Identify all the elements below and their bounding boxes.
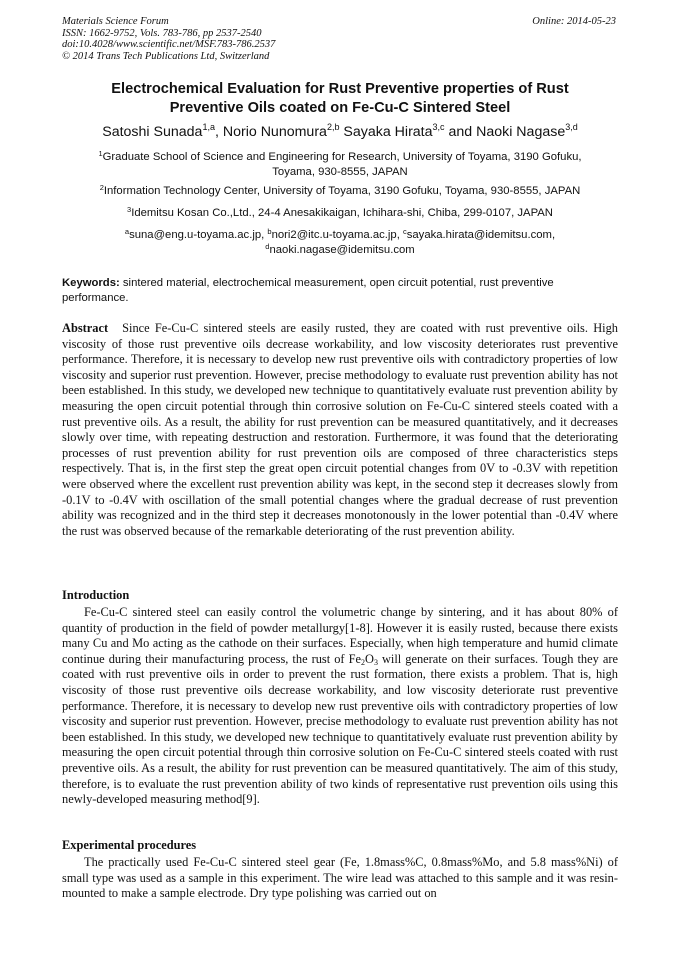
email-sup: b: [267, 227, 272, 236]
journal-copyright: © 2014 Trans Tech Publications Ltd, Switzerland: [62, 50, 270, 62]
chem-subscript: 3: [373, 657, 378, 667]
author-sup: 3,d: [565, 122, 578, 132]
email-link[interactable]: naoki.nagase@idemitsu.com: [269, 244, 415, 256]
title-line-1: Electrochemical Evaluation for Rust Preventive properties of Rust: [111, 81, 569, 97]
keywords-text: sintered material, electrochemical measurement, open circuit potential, rust preventive performance.: [62, 277, 554, 304]
journal-doi: doi:10.4028/www.scientific.net/MSF.783-786.2537: [62, 39, 276, 50]
intro-text-part: Fe-Cu-C sintered steel can easily control the volumetric change by sintering, and it has about 80% of quantity of production in the field of powder metallurgy[1-8]. However it is easily rusted, because there exists many Cu and Mo acting as the cathode on their surfaces. Especially, when high temperature and humid climate continue during their manufacturing process, the rust of Fe: [62, 605, 618, 666]
email-link[interactable]: suna@eng.u-toyama.ac.jp,: [129, 229, 268, 241]
affiliation-2: [62, 184, 618, 199]
email-sup: c: [402, 227, 407, 236]
affiliation-text: Information Technology Center, University of Toyama, 3190 Gofuku, Toyama, 930-8555, JAPAN: [103, 185, 581, 197]
introduction-text: [62, 605, 618, 808]
journal-name: Materials Science Forum: [62, 16, 169, 27]
author-separator: ,: [214, 124, 223, 140]
author-name: Norio Nunomura: [222, 124, 327, 140]
abstract: [62, 321, 618, 539]
affiliation-sup: 1: [98, 149, 103, 158]
affiliation-text: Toyama, 930-8555, JAPAN: [272, 166, 408, 178]
author-list: [62, 124, 618, 140]
author-sup: 1,a: [202, 122, 215, 132]
email-sup: a: [124, 227, 130, 236]
affiliation-sup: 3: [127, 205, 132, 214]
title-line-2: Preventive Oils coated on Fe-Cu-C Sintered Steel: [169, 100, 511, 116]
email-link[interactable]: sayaka.hirata@idemitsu.com,: [406, 229, 556, 241]
email-list: [62, 228, 618, 258]
keywords: [62, 276, 618, 306]
experimental-text-part: The practically used Fe-Cu-C sintered steel gear (Fe, 1.8mass%C, 0.8mass%Mo, and 5.8 mass%Ni) of small type was used as a sample in this experiment. The wire lead was attached to this sample and it was resin-mounted to make a sample electrode. Dry type polishing was carried out on: [62, 855, 618, 901]
online-date: Online: 2014-05-23: [532, 16, 616, 27]
author-sup: 2,b: [326, 122, 340, 132]
introduction-heading: Introduction: [62, 588, 130, 602]
author-sup: 3,c: [432, 122, 445, 132]
paper-title: [62, 80, 618, 118]
keywords-label: Keywords:: [62, 277, 120, 289]
affiliation-sup: 2: [99, 183, 104, 192]
chem-subscript: 2: [360, 657, 365, 667]
author-name: Satoshi Sunada: [102, 124, 203, 140]
experimental-heading: Experimental procedures: [62, 838, 197, 852]
affiliation-text: Idemitsu Kosan Co.,Ltd., 24-4 Anesakikaigan, Ichihara-shi, Chiba, 299-0107, JAPAN: [131, 207, 553, 219]
abstract-label: Abstract: [62, 321, 109, 335]
affiliation-3: [62, 206, 618, 221]
abstract-text: Since Fe-Cu-C sintered steels are easily rusted, they are coated with rust preventive oils. High viscosity of those rust preventive oils decrease workability, and low viscosity deteriorates rust preventive performance. Therefore, it is necessary to develop new rust preventive oils with contradictory properties of low viscosity and superior rust prevention. However, precise methodology to evaluate rust prevention ability has not been established. In this study, we developed new technique to quantitatively evaluate rust prevention ability by measuring the open circuit potential through thin corrosive solution on Fe-Cu-C sintered steels coated with a rust preventive oils. As a result, the ability for rust prevention can be measured quantitatively, and it decreases slowly over time, with repeating destruction and restoration. Furthermore, it was found that the deteriorating processes of rust prevention ability for rust prevention oils are composed of three characteristics steps respectively. That is, in the first step the great open circuit potential changes from 0V to -0.3V with repetition were observed where the excellent rust prevention ability was kept, in the second step it decreases slowly from -0.1V to -0.4V with oscillation of the small potential changes where the gradual decrease of rust prevention ability was recognized and in the third step it decreases monotonously in the lower potential than -0.4V where the rust was observed because of the remarkable deteriorating of the rust prevention ability.: [62, 321, 618, 538]
experimental-text: [62, 855, 618, 902]
affiliation-1: [62, 150, 618, 180]
author-name: Naoki Nagase: [476, 124, 566, 140]
intro-text-part: O: [364, 651, 374, 666]
email-sup: d: [265, 242, 270, 251]
journal-issn: ISSN: 1662-9752, Vols. 783-786, pp 2537-2540: [62, 27, 262, 39]
affiliation-text: Graduate School of Science and Engineering for Research, University of Toyama, 3190 Gofuku,: [102, 151, 582, 163]
intro-text-part: will generate on their surfaces. Tough they are coated with rust preventive oils in order to prevent the rust formation, there exists a problem. That is, high viscosity of those rust preventive oils decrease workability, and low viscosity deteriorate rust preventive performance. Therefore, it is necessary to develop new rust preventive oils with contradictory properties of low viscosity and superior rust prevention. However, precise methodology to evaluate rust prevention ability has not been established. In this study, we developed new technique to quantitatively evaluate rust prevention ability by measuring the open circuit potential through thin corrosive solution on Fe-Cu-C sintered steels coated with rust preventive oils. As a result, the ability for rust prevention can be measured quantitatively. The aim of this study, therefore, is to evaluate the rust prevention ability of two kinds of representative rust prevention oils using this newly-developed measuring method[9].: [62, 651, 618, 807]
author-name: Sayaka Hirata: [343, 124, 433, 140]
author-separator: and: [444, 124, 477, 140]
email-link[interactable]: nori2@itc.u-toyama.ac.jp,: [271, 229, 403, 241]
